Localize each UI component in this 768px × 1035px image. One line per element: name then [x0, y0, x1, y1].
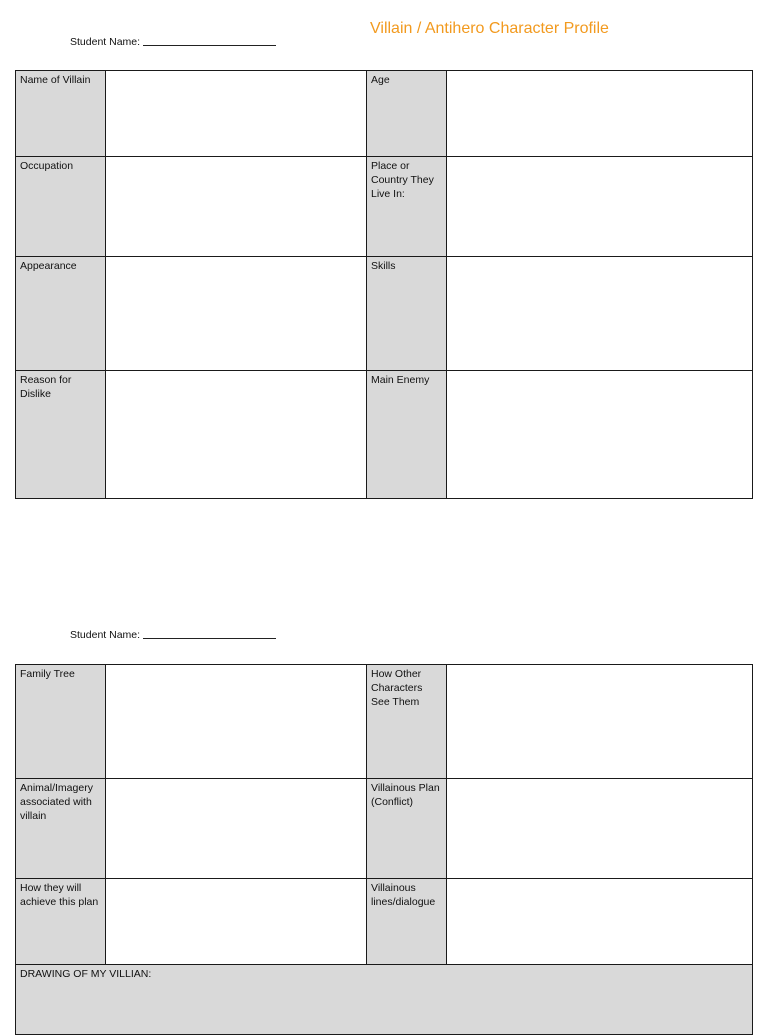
student-name-field[interactable]: [70, 35, 276, 48]
character-profile-table-2: [15, 664, 753, 1035]
family-tree-field[interactable]: [106, 665, 367, 779]
drawing-area[interactable]: [16, 965, 753, 1035]
occupation-field[interactable]: [106, 157, 367, 257]
table-row: [16, 257, 753, 371]
animal-imagery-label: Animal/Imagery associated with villain: [16, 779, 106, 879]
skills-field[interactable]: [447, 257, 753, 371]
achieve-plan-label: How they will achieve this plan: [16, 879, 106, 965]
villainous-lines-label: Villainous lines/dialogue: [367, 879, 447, 965]
villainous-plan-label: Villainous Plan (Conflict): [367, 779, 447, 879]
name-of-villain-label: Name of Villain: [16, 71, 106, 157]
character-profile-table-1: [15, 70, 753, 499]
table-row: [16, 665, 753, 779]
age-label: Age: [367, 71, 447, 157]
how-others-see-them-label: How Other Characters See Them: [367, 665, 447, 779]
occupation-label: Occupation: [16, 157, 106, 257]
table-row: [16, 371, 753, 499]
student-name-label: Student Name:: [70, 36, 141, 48]
reason-for-dislike-label: Reason for Dislike: [16, 371, 106, 499]
villainous-lines-field[interactable]: [447, 879, 753, 965]
table-row: [16, 879, 753, 965]
appearance-field[interactable]: [106, 257, 367, 371]
villainous-plan-field[interactable]: [447, 779, 753, 879]
age-field[interactable]: [447, 71, 753, 157]
student-name-blank-2[interactable]: [143, 628, 276, 639]
table-row: [16, 71, 753, 157]
table-row: [16, 779, 753, 879]
skills-label: Skills: [367, 257, 447, 371]
place-label: Place or Country They Live In:: [367, 157, 447, 257]
achieve-plan-field[interactable]: [106, 879, 367, 965]
table-row: [16, 157, 753, 257]
table-row: [16, 965, 753, 1035]
reason-for-dislike-field[interactable]: [106, 371, 367, 499]
student-name-field-2[interactable]: [70, 628, 276, 641]
student-name-blank[interactable]: [143, 35, 276, 46]
appearance-label: Appearance: [16, 257, 106, 371]
name-of-villain-field[interactable]: [106, 71, 367, 157]
how-others-see-them-field[interactable]: [447, 665, 753, 779]
drawing-label: DRAWING OF MY VILLIAN:: [20, 968, 152, 980]
family-tree-label: Family Tree: [16, 665, 106, 779]
main-enemy-field[interactable]: [447, 371, 753, 499]
page-title: Villain / Antihero Character Profile: [370, 20, 609, 37]
place-field[interactable]: [447, 157, 753, 257]
main-enemy-label: Main Enemy: [367, 371, 447, 499]
animal-imagery-field[interactable]: [106, 779, 367, 879]
student-name-label-2: Student Name:: [70, 629, 141, 641]
